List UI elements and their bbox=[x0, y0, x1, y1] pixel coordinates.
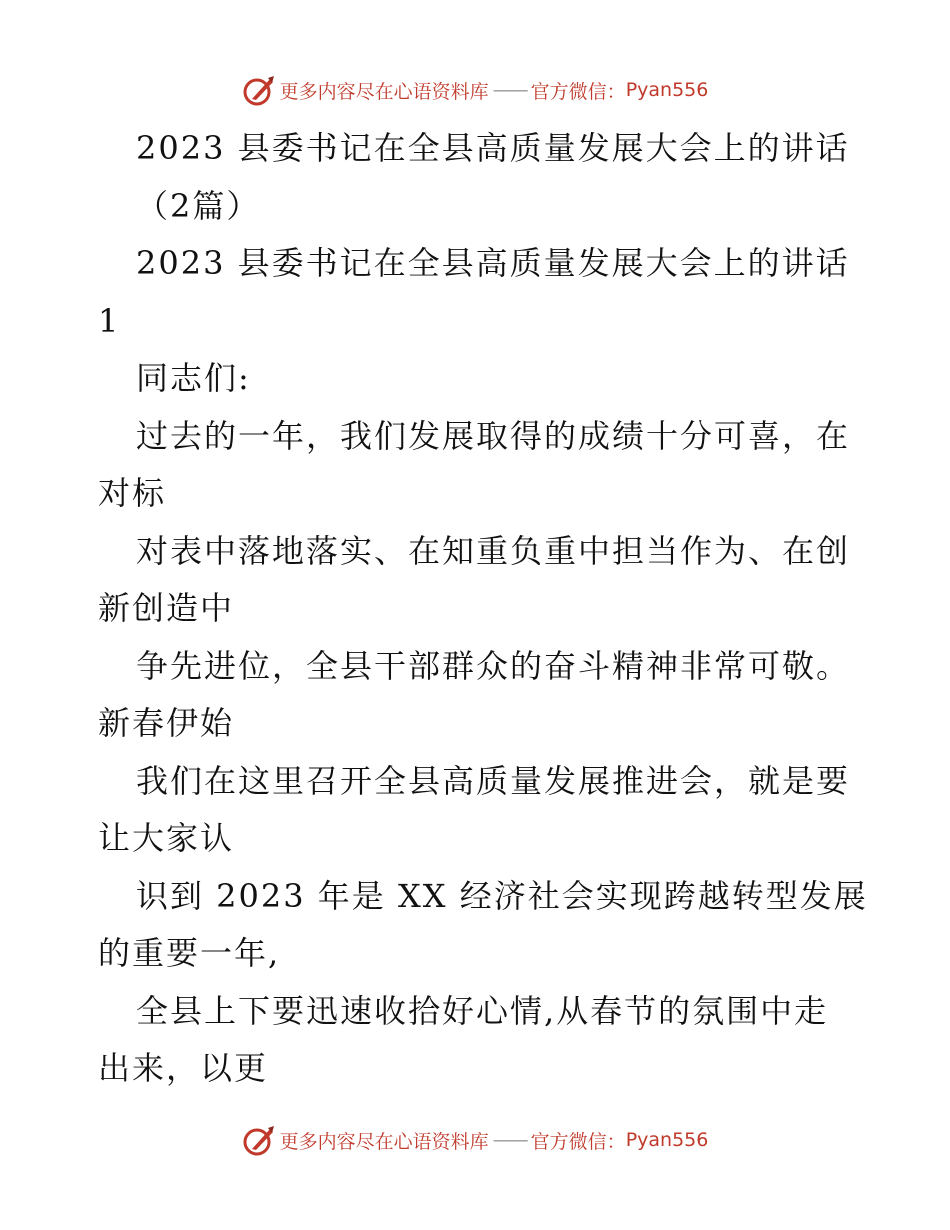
banner-wechat-label: 官方微信： bbox=[530, 80, 626, 103]
doc-paragraph-line: 过去的一年，我们发展取得的成绩十分可喜，在 bbox=[136, 416, 851, 455]
doc-title-line: 2023 县委书记在全县高质量发展大会上的讲话 bbox=[136, 129, 850, 167]
quill-pen-logo-icon bbox=[242, 73, 276, 107]
banner-text: 更多内容尽在心语资料库 bbox=[279, 80, 489, 103]
doc-paragraph-line: 新创造中 bbox=[98, 589, 235, 627]
banner-separator: —— bbox=[492, 1129, 527, 1151]
doc-paragraph-line: 让大家认 bbox=[98, 819, 235, 857]
doc-paragraph-line: 的重要一年, bbox=[98, 934, 281, 972]
doc-paragraph-line: 对标 bbox=[98, 474, 167, 512]
banner-text: 更多内容尽在心语资料库 bbox=[279, 1130, 489, 1153]
doc-paragraph-line: 对表中落地落实、在知重负重中担当作为、在创 bbox=[136, 531, 851, 570]
doc-paragraph-line: 新春伊始 bbox=[98, 704, 235, 742]
doc-title-count: （2篇） bbox=[136, 186, 261, 225]
doc-paragraph-line: 出来，以更 bbox=[98, 1049, 269, 1087]
quill-pen-logo-icon bbox=[242, 1123, 276, 1157]
banner-wechat-id: Pyan556 bbox=[625, 1129, 709, 1151]
header-watermark-banner bbox=[0, 70, 950, 110]
footer-watermark-banner bbox=[0, 1120, 950, 1160]
banner-wechat-id: Pyan556 bbox=[625, 79, 709, 101]
banner-separator: —— bbox=[492, 79, 527, 101]
doc-paragraph-line: 争先进位，全县干部群众的奋斗精神非常可敬。 bbox=[136, 646, 851, 685]
document-body bbox=[98, 120, 868, 1098]
doc-subtitle-number: 1 bbox=[98, 301, 121, 340]
doc-paragraph-line: 我们在这里召开全县高质量发展推进会，就是要 bbox=[136, 761, 851, 800]
doc-subtitle-line: 2023 县委书记在全县高质量发展大会上的讲话 bbox=[136, 244, 850, 282]
doc-paragraph-line: 全县上下要迅速收拾好心情,从春节的氛围中走 bbox=[136, 991, 829, 1030]
banner-wechat-label: 官方微信： bbox=[530, 1130, 626, 1153]
doc-paragraph-line: 识到 2023 年是 XX 经济社会实现跨越转型发展 bbox=[136, 876, 868, 915]
doc-salutation: 同志们: bbox=[136, 359, 251, 397]
